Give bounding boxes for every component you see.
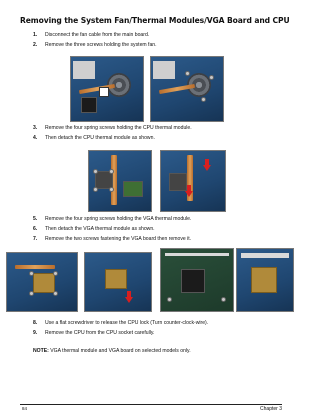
step-text: Remove the three screws holding the system fan. (45, 42, 157, 48)
bracket (153, 61, 175, 79)
step-9 (33, 330, 154, 337)
step-number: 8. (33, 320, 38, 326)
step-6 (33, 226, 155, 233)
photo-cpu-thermal-screws (88, 150, 152, 212)
section-title: Removing the System Fan/Thermal Modules/VGA Board and CPU (20, 16, 290, 25)
lift-arrow-icon (185, 191, 193, 197)
chip (123, 181, 143, 197)
photo-fan-screws (150, 56, 224, 122)
footer-rule (20, 404, 282, 405)
step-7 (33, 236, 191, 243)
step-text: Remove the four spring screws holding the VGA thermal module. (45, 216, 192, 222)
screw-marker (209, 75, 214, 80)
screw-marker (29, 271, 34, 276)
chip (81, 97, 97, 113)
note-label: NOTE: (33, 348, 49, 354)
step-2 (33, 42, 157, 49)
screw-marker (201, 97, 206, 102)
screw-marker (185, 71, 190, 76)
callout-box (99, 87, 109, 97)
step-number: 9. (33, 330, 38, 336)
screw-marker (167, 297, 172, 302)
screw-marker (109, 187, 114, 192)
step-text: Remove the two screws fastening the VGA board then remove it. (45, 236, 192, 242)
thermal-plate (169, 173, 187, 191)
step-number: 7. (33, 236, 38, 242)
screw-marker (53, 271, 58, 276)
lift-arrow-icon (125, 297, 133, 303)
photo-cpu-socket (236, 248, 294, 312)
photo-vga-thermal-detach (84, 252, 152, 312)
heat-pipe (15, 265, 55, 269)
step-number: 2. (33, 42, 38, 48)
photo-cpu-thermal-detach (160, 150, 226, 212)
step-number: 6. (33, 226, 38, 232)
step-text: Then detach the CPU thermal module as shown. (45, 135, 155, 141)
cpu-socket (251, 267, 277, 293)
vga-chip (33, 273, 55, 293)
gpu-chip (181, 269, 205, 293)
screw-marker (221, 297, 226, 302)
step-text: Disconnect the fan cable from the main board. (45, 32, 150, 38)
step-text: Then detach the VGA thermal module as shown. (45, 226, 155, 232)
step-5 (33, 216, 191, 223)
step-text: Remove the CPU from the CPU socket carefully. (45, 330, 155, 336)
note-text: VGA thermal module and VGA board on selected models only. (48, 348, 191, 354)
screw-marker (93, 169, 98, 174)
connector (165, 253, 229, 256)
lift-arrow-icon (203, 165, 211, 171)
step-number: 5. (33, 216, 38, 222)
screw-marker (29, 291, 34, 296)
step-number: 1. (33, 32, 38, 38)
page-number: 84 (22, 406, 28, 411)
photo-fan-cable (70, 56, 144, 122)
step-text: Use a flat screwdriver to release the CPU lock (Turn counter-clock-wire). (45, 320, 209, 326)
step-text: Remove the four spring screws holding the CPU thermal module. (45, 125, 192, 131)
step-number: 3. (33, 125, 38, 131)
photo-vga-board-screws (160, 248, 234, 312)
vga-chip (105, 269, 127, 289)
bracket (73, 61, 95, 79)
step-1 (33, 32, 149, 39)
note (33, 348, 191, 354)
screw-marker (109, 169, 114, 174)
step-4 (33, 135, 155, 142)
photo-vga-thermal-screws (6, 252, 78, 312)
step-8 (33, 320, 208, 327)
step-number: 4. (33, 135, 38, 141)
chapter-label: Chapter 3 (260, 406, 282, 412)
screw-marker (53, 291, 58, 296)
step-3 (33, 125, 192, 132)
screw-marker (93, 187, 98, 192)
memory-slot (241, 253, 289, 258)
